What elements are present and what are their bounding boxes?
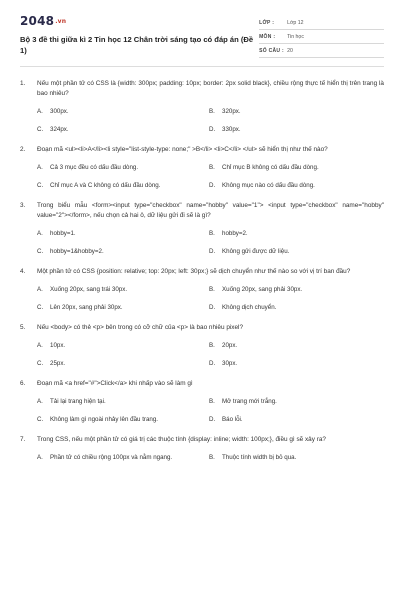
option-text: hobby=1.: [50, 230, 76, 237]
option-text: 20px.: [222, 342, 238, 349]
option-text: Xuống 20px, sang phải 30px.: [222, 286, 303, 293]
answer-options: [37, 453, 384, 462]
option-letter: A.: [37, 230, 43, 237]
answer-option[interactable]: [37, 415, 209, 424]
option-letter: D.: [209, 248, 216, 255]
question-item: [20, 79, 384, 134]
site-logo[interactable]: [20, 14, 259, 28]
answer-option[interactable]: [209, 181, 381, 190]
answer-options: [37, 163, 384, 190]
question-number: 1.: [20, 80, 26, 87]
meta-info: [259, 16, 384, 58]
answer-option[interactable]: [37, 247, 209, 256]
option-text: 25px.: [50, 360, 66, 367]
question-text: Đoạn mã <a href="#">Click</a> khi nhấp vào sẽ làm gì: [37, 380, 193, 387]
option-text: Báo lỗi.: [222, 416, 243, 423]
meta-key: SỐ CÂU :: [259, 47, 284, 54]
question-text: Trong biểu mẫu <form><input type="checkbox" name="hobby" value="1"> <input type="checkbox" name="hobby" value="2"></form>, nếu chọn cả hai ô, dữ liệu gửi đi sẽ là gì?: [37, 202, 384, 219]
option-text: Tải lại trang hiện tại.: [50, 398, 106, 405]
option-letter: B.: [209, 454, 215, 461]
answer-option[interactable]: [209, 285, 381, 294]
document-header: [20, 14, 384, 58]
answer-options: [37, 341, 384, 368]
option-letter: B.: [209, 286, 215, 293]
answer-options: [37, 229, 384, 256]
answer-option[interactable]: [209, 163, 381, 172]
question-item: [20, 201, 384, 256]
option-letter: D.: [209, 304, 216, 311]
question-text: Nếu một phần tử có CSS là {width: 300px; padding: 10px; border: 2px solid black}, chiều rộng thực tế hiển thị trên trang là bao nhiêu?: [37, 80, 384, 97]
option-text: Không dịch chuyển.: [222, 304, 277, 311]
meta-row-class: [259, 16, 384, 30]
option-text: hobby=2.: [222, 230, 248, 237]
option-text: Thuộc tính width bị bỏ qua.: [222, 454, 297, 461]
answer-option[interactable]: [37, 397, 209, 406]
answer-option[interactable]: [209, 415, 381, 424]
option-text: Xuống 20px, sang trái 30px.: [50, 286, 128, 293]
option-letter: A.: [37, 342, 43, 349]
question-number: 3.: [20, 202, 26, 209]
meta-value: Tin học: [287, 33, 304, 40]
answer-option[interactable]: [209, 359, 381, 368]
option-letter: D.: [209, 126, 216, 133]
option-text: 320px.: [222, 108, 241, 115]
answer-option[interactable]: [37, 125, 209, 134]
option-letter: C.: [37, 416, 44, 423]
answer-option[interactable]: [209, 229, 381, 238]
option-letter: A.: [37, 108, 43, 115]
option-text: Cả 3 mục đều có dấu đầu dòng.: [50, 164, 139, 171]
question-number: 5.: [20, 324, 26, 331]
option-letter: A.: [37, 286, 43, 293]
option-letter: A.: [37, 398, 43, 405]
question-number: 6.: [20, 380, 26, 387]
answer-option[interactable]: [37, 285, 209, 294]
question-item: [20, 379, 384, 424]
option-text: 330px.: [222, 126, 241, 133]
option-letter: C.: [37, 248, 44, 255]
meta-key: MÔN :: [259, 33, 276, 40]
meta-value: 20: [287, 47, 293, 54]
option-text: Chỉ mục A và C không có dấu đầu dòng.: [50, 182, 161, 189]
option-letter: B.: [209, 164, 215, 171]
option-letter: D.: [209, 416, 216, 423]
answer-option[interactable]: [37, 453, 209, 462]
header-left: [20, 14, 259, 56]
question-item: [20, 267, 384, 312]
option-text: 10px.: [50, 342, 66, 349]
answer-option[interactable]: [37, 229, 209, 238]
meta-row-count: [259, 44, 384, 58]
option-letter: C.: [37, 126, 44, 133]
answer-option[interactable]: [209, 107, 381, 116]
meta-key: LỚP :: [259, 19, 275, 26]
header-divider: [20, 66, 384, 67]
option-letter: C.: [37, 360, 44, 367]
logo-text: 2048: [20, 14, 55, 28]
answer-option[interactable]: [37, 163, 209, 172]
option-text: hobby=1&hobby=2.: [50, 248, 104, 255]
question-number: 7.: [20, 436, 26, 443]
answer-option[interactable]: [37, 181, 209, 190]
question-list: [20, 79, 384, 462]
meta-value: Lớp 12: [287, 19, 304, 26]
option-letter: C.: [37, 182, 44, 189]
option-letter: B.: [209, 398, 215, 405]
option-text: 300px.: [50, 108, 69, 115]
answer-option[interactable]: [209, 303, 381, 312]
question-item: [20, 435, 384, 462]
question-text: Trong CSS, nếu một phần tử có giá trị các thuộc tính {display: inline; width: 100px;}, điều gì sẽ xảy ra?: [37, 436, 326, 443]
meta-row-subject: [259, 30, 384, 44]
option-letter: B.: [209, 108, 215, 115]
answer-option[interactable]: [37, 341, 209, 350]
option-text: 324px.: [50, 126, 69, 133]
answer-option[interactable]: [209, 341, 381, 350]
option-letter: A.: [37, 454, 43, 461]
answer-option[interactable]: [37, 359, 209, 368]
option-text: Lên 20px, sang phải 30px.: [50, 304, 123, 311]
question-text: Một phần tử có CSS {position: relative; top: 20px; left: 30px;} sẽ dịch chuyển như thế nào so với vị trí ban đầu?: [37, 268, 351, 275]
answer-options: [37, 285, 384, 312]
answer-option[interactable]: [209, 397, 381, 406]
option-text: Không làm gì ngoài nhảy lên đầu trang.: [50, 416, 159, 423]
option-letter: C.: [37, 304, 44, 311]
question-number: 4.: [20, 268, 26, 275]
answer-option[interactable]: [209, 125, 381, 134]
answer-option[interactable]: [37, 107, 209, 116]
option-text: Chỉ mục B không có dấu đầu dòng.: [222, 164, 319, 171]
option-letter: D.: [209, 360, 216, 367]
question-item: [20, 145, 384, 190]
option-text: 30px.: [222, 360, 238, 367]
answer-option[interactable]: [209, 453, 381, 462]
question-text: Đoạn mã <ul><li>A</li><li style="list-style-type: none;" >B</li> <li>C</li> </ul> sẽ hiển thị như thế nào?: [37, 146, 328, 153]
document-title: Bộ 3 đề thi giữa kì 2 Tin học 12 Chân trời sáng tạo có đáp án (Đề 1): [20, 35, 254, 55]
answer-options: [37, 107, 384, 134]
answer-option[interactable]: [209, 247, 381, 256]
option-text: Phần tử có chiều rộng 100px và nằm ngang.: [50, 454, 173, 461]
option-text: Không mục nào có dấu đầu dòng.: [222, 182, 315, 189]
answer-option[interactable]: [37, 303, 209, 312]
question-number: 2.: [20, 146, 26, 153]
option-letter: D.: [209, 182, 216, 189]
logo-suffix: .vn: [55, 18, 67, 25]
question-text: Nếu <body> có thẻ <p> bên trong có cỡ chữ của <p> là bao nhiêu pixel?: [37, 324, 244, 331]
option-letter: B.: [209, 230, 215, 237]
question-item: [20, 323, 384, 368]
answer-options: [37, 397, 384, 424]
option-letter: A.: [37, 164, 43, 171]
option-letter: B.: [209, 342, 215, 349]
option-text: Mở trang mới trắng.: [222, 398, 277, 405]
option-text: Không gửi được dữ liệu.: [222, 248, 290, 255]
